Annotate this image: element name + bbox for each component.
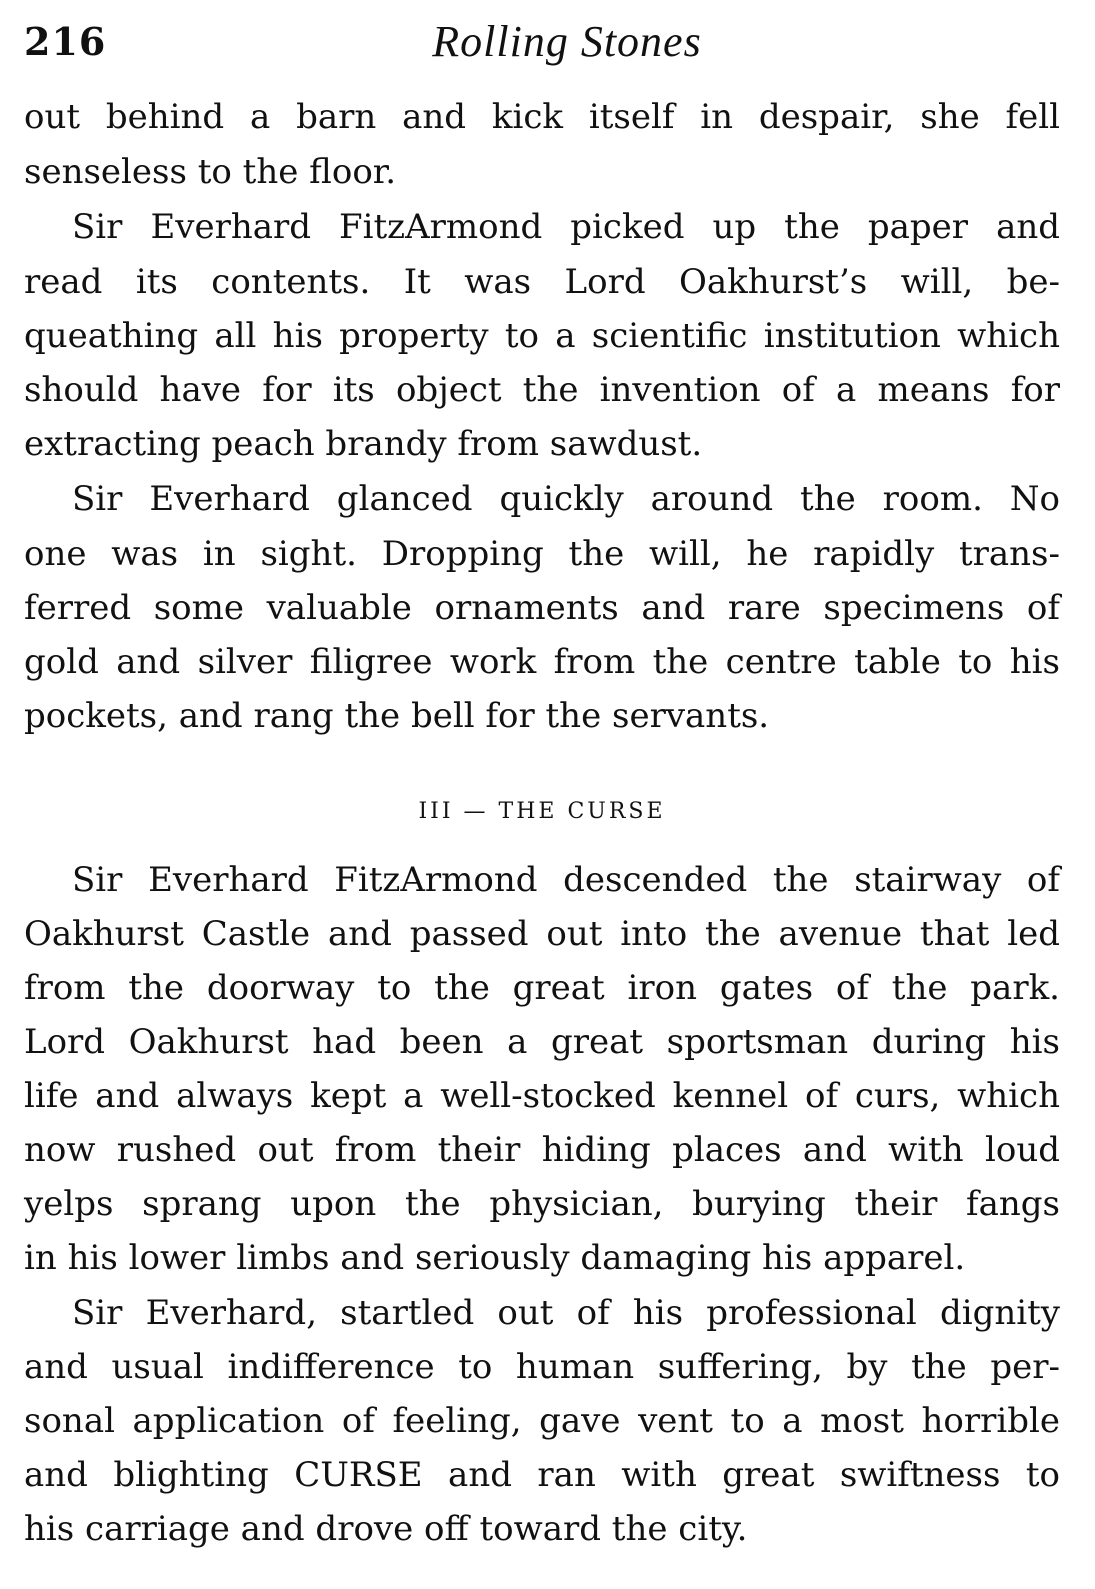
text-line: and blighting CURSE and ran with great swiftness to xyxy=(24,1455,1060,1495)
text-line: yelps sprang upon the physician, burying their fangs xyxy=(24,1184,1060,1224)
text-line: ferred some valuable ornaments and rare specimens of xyxy=(24,588,1060,628)
text-line: gold and silver filigree work from the centre table to his xyxy=(24,642,1060,682)
text-line: senseless to the floor. xyxy=(24,152,397,192)
text-line: Sir Everhard FitzArmond descended the stairway of xyxy=(72,860,1060,900)
text-line: from the doorway to the great iron gates of the park. xyxy=(24,968,1060,1008)
page-header xyxy=(24,14,1060,70)
text-line: his carriage and drove off toward the city. xyxy=(24,1509,748,1549)
running-title: Rolling Stones xyxy=(432,17,702,66)
text-line: extracting peach brandy from sawdust. xyxy=(24,424,703,464)
text-line: now rushed out from their hiding places and with loud xyxy=(24,1130,1060,1170)
text-line: out behind a barn and kick itself in despair, she fell xyxy=(24,97,1060,137)
page-number: 216 xyxy=(24,19,107,64)
text-line: queathing all his property to a scientific institution which xyxy=(24,316,1060,356)
text-line: Sir Everhard glanced quickly around the room. No xyxy=(72,479,1060,519)
text-line: one was in sight. Dropping the will, he rapidly trans- xyxy=(24,534,1060,574)
text-line: Oakhurst Castle and passed out into the avenue that led xyxy=(24,914,1060,954)
text-line: Sir Everhard, startled out of his professional dignity xyxy=(72,1293,1060,1333)
text-line: in his lower limbs and seriously damaging his apparel. xyxy=(24,1238,966,1278)
text-line: read its contents. It was Lord Oakhurst’s will, be- xyxy=(24,262,1060,302)
text-line: pockets, and rang the bell for the servants. xyxy=(24,696,770,736)
text-line: life and always kept a well-stocked kennel of curs, which xyxy=(24,1076,1060,1116)
text-line: and usual indifference to human suffering, by the per- xyxy=(24,1347,1060,1387)
section-heading: III — THE CURSE xyxy=(418,799,666,824)
text-line: should have for its object the invention of a means for xyxy=(24,370,1060,410)
text-line: sonal application of feeling, gave vent to a most horrible xyxy=(24,1401,1060,1441)
text-line: Sir Everhard FitzArmond picked up the paper and xyxy=(72,207,1060,247)
text-line: Lord Oakhurst had been a great sportsman during his xyxy=(24,1022,1060,1062)
